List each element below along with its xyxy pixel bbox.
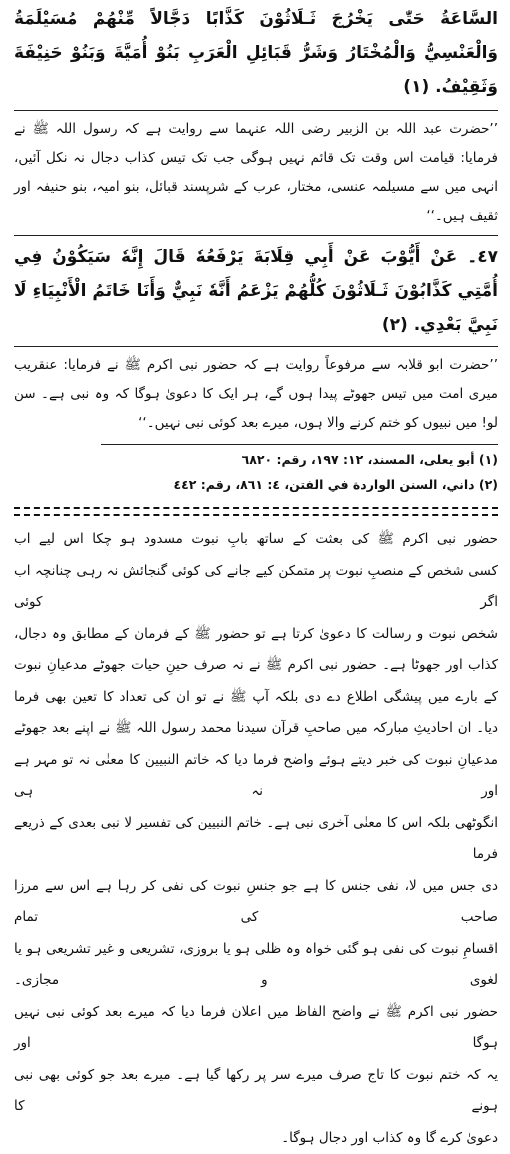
hadith-number: ٤٧۔ bbox=[467, 247, 498, 267]
commentary-line: کذاب اور جھوٹا ہے۔ حضور نبی اکرم ﷺ نے نہ صرف حینِ حیات جھوٹے مدعیانِ نبوت bbox=[14, 650, 498, 682]
separator-rule bbox=[14, 235, 498, 236]
footnotes bbox=[101, 444, 498, 497]
commentary-line: مدعیانِ نبوت کی خبر دیتے ہوئے واضح فرما دیا کہ خاتم النبیین کا معنٰی نہ تو مہر ہے اور نہ ہی bbox=[14, 745, 498, 808]
section-divider bbox=[14, 507, 498, 516]
commentary-line: کے بارے میں پیشگی اطلاع دے دی بلکہ آپ ﷺ نے تو ان کی تعداد کا تعین بھی فرما bbox=[14, 682, 498, 714]
hadith-1-arabic: السَّاعَةُ حَتّٰى يَخْرُجَ ثَـلَاثُوْنَ كَذَّابًا دَجَّالاً مِّنْهُمْ مُسَيْلَمَةُ وَالْعَنْسِيُّ وَالْمُخْتَارُ وَشَرُّ قَبَائِلِ الْعَرَبِ بَنُوْ أُمَيَّةَ وَبَنُوْ حَنِيْفَةَ وَثَقِيْفُ. (١) bbox=[14, 0, 498, 104]
commentary-line: انگوٹھی بلکہ اس کا معنٰی آخری نبی ہے۔ خاتم النبیین کی تفسیر لا نبی بعدی کے ذریعے فرما bbox=[14, 808, 498, 871]
hadith-2-arabic bbox=[14, 240, 498, 342]
hadith-2-translation: ’’حضرت ابو قلابہ سے مرفوعاً روایت ہے کہ حضور نبی اکرم ﷺ نے فرمایا: عنقریب میری امت میں تیس جھوٹے پیدا ہوں گے، ہر ایک کا دعویٰ ہوگا کہ وہ نبی ہے۔ سن لو! میں نبیوں کو ختم کرنے والا ہوں، میرے بعد کوئی نبی نہیں۔‘‘ bbox=[14, 351, 498, 438]
commentary-line: حضور نبی اکرم ﷺ کی بعثت کے ساتھ بابِ نبوت مسدود ہو چکا اس لیے اب bbox=[14, 524, 498, 556]
separator-rule bbox=[14, 346, 498, 347]
hadith-1-translation: ’’حضرت عبد اللہ بن الزبیر رضی اللہ عنہما سے روایت ہے کہ رسول اللہ ﷺ نے فرمایا: قیامت اس وقت تک قائم نہیں ہوگی جب تک تیس کذاب دجال نہ نکل آئیں، انہی میں سے مسیلمہ عنسی، مختار، عرب کے شرپسند قبائل، بنو امیہ، بنو حنیفہ اور ثقیف ہیں۔‘‘ bbox=[14, 115, 498, 231]
commentary-line: دی جس میں لا، نفی جنس کا ہے جو جنسِ نبوت کی نفی کر رہا ہے اس سے مرزا صاحب کی تمام bbox=[14, 871, 498, 934]
commentary bbox=[14, 524, 498, 1154]
commentary-line: حضور نبی اکرم ﷺ نے واضح الفاظ میں اعلان فرما دیا کہ میرے بعد کوئی نبی نہیں ہوگا اور bbox=[14, 997, 498, 1060]
footnote-2: (٢) داني، السنن الواردة في الفتن، ٤: ٨٦١، رقم: ٤٤٢ bbox=[101, 472, 498, 497]
footnote-1: (١) أبو يعلى، المسند، ١٢: ١٩٧، رقم: ٦٨٢٠ bbox=[101, 447, 498, 472]
commentary-line: اقسامِ نبوت کی نفی ہو گئی خواہ وہ ظلی ہو یا بروزی، تشریعی و غیر تشریعی ہو یا لغوی و مجازی۔ bbox=[14, 934, 498, 997]
hadith-2-arabic-text: عَنْ أَيُّوْبَ عَنْ أَبِي قِلَابَةَ يَرْفَعُهٗ قَالَ إِنَّهٗ سَيَكُوْنُ فِي أُمَّتِي كَذَّابُوْنَ ثَـلَاثُوْنَ كُلُّهُمْ يَزْعَمُ أَنَّهٗ نَبِيٌّ وَأَنَا خَاتَمُ الْأَنْبِيَاءِ لَا نَبِيَّ بَعْدِي. (٢) bbox=[14, 247, 498, 335]
commentary-line: شخص نبوت و رسالت کا دعویٰ کرتا ہے تو حضور ﷺ کے فرمان کے مطابق وہ دجال، bbox=[14, 619, 498, 651]
commentary-line: یہ کہ ختم نبوت کا تاج صرف میرے سر پر رکھا گیا ہے۔ میرے بعد جو کوئی بھی نبی ہونے کا bbox=[14, 1060, 498, 1123]
commentary-line: کسی شخص کے منصبِ نبوت پر متمکن کیے جانے کی کوئی گنجائش نہ رہی چنانچہ اب اگر کوئی bbox=[14, 556, 498, 619]
commentary-line: دعویٰ کرے گا وہ کذاب اور دجال ہوگا۔ bbox=[14, 1123, 498, 1154]
separator-rule bbox=[14, 110, 498, 111]
commentary-line: دیا۔ ان احادیثِ مبارکہ میں صاحبِ قرآن سیدنا محمد رسول اللہ ﷺ نے اپنے بعد جھوٹے bbox=[14, 713, 498, 745]
